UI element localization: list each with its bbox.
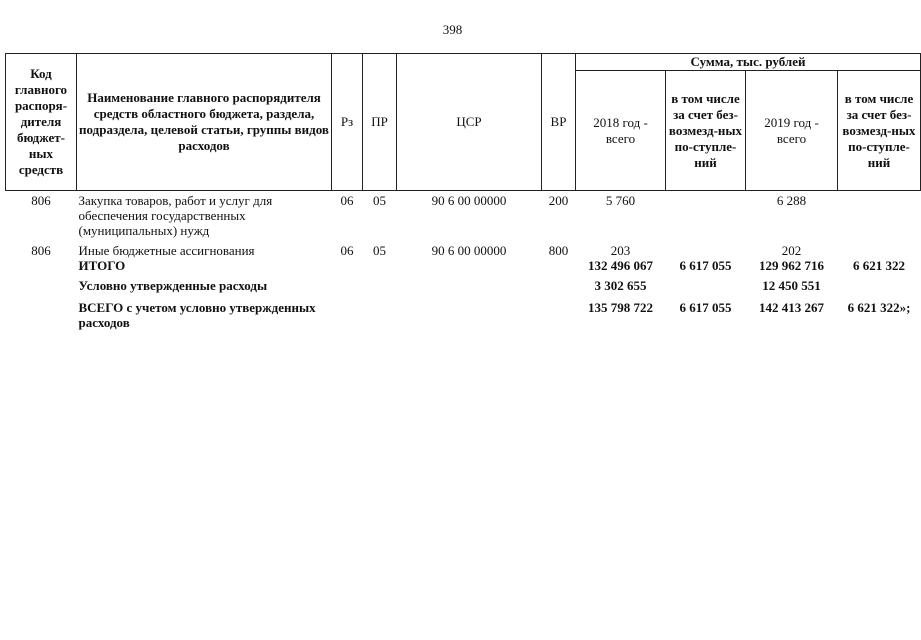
row-2018-gratuitous	[666, 191, 746, 243]
total-2019: 129 962 716	[759, 257, 824, 273]
row-2018-gratuitous	[666, 243, 746, 258]
row-pr: 05	[373, 193, 386, 208]
grand-total-name: ВСЕГО с учетом условно утвержденных расходов	[78, 299, 316, 330]
table-row	[6, 191, 921, 243]
total-2018: 132 496 067	[588, 257, 653, 273]
row-rz: 06	[340, 193, 354, 208]
header-code: Код главного распоря-дителя бюджет-ных средств	[6, 54, 77, 191]
total-name: ИТОГО	[78, 257, 126, 273]
grand-total-row	[6, 300, 921, 334]
total-2019-gratuitous: 6 621 322	[853, 257, 905, 273]
total-2018-gratuitous: 6 617 055	[679, 257, 732, 273]
row-name: Закупка товаров, работ и услуг для обеспечения государственных (муниципальных) нужд	[78, 193, 273, 238]
conditional-2018: 3 302 655	[594, 277, 647, 293]
grand-total-2018: 135 798 722	[588, 299, 653, 315]
conditional-name: Условно утвержденные расходы	[78, 277, 268, 293]
grand-total-2018-gratuitous: 6 617 055	[679, 299, 732, 315]
header-csr: ЦСР	[397, 54, 542, 191]
row-vr: 200	[548, 193, 569, 208]
row-code: 806	[31, 242, 51, 258]
row-csr: 90 6 00 00000	[431, 193, 507, 208]
row-2019-gratuitous	[838, 243, 921, 258]
header-2019-total: 2019 год - всего	[746, 71, 838, 191]
conditional-row	[6, 278, 921, 300]
conditional-2019-gratuitous	[838, 278, 921, 300]
header-rz: Рз	[332, 54, 363, 191]
header-2018-gratuitous: в том числе за счет без-возмезд-ных по-ступле-ний	[666, 71, 746, 191]
table-row	[6, 243, 921, 258]
row-2019-gratuitous	[838, 191, 921, 243]
grand-total-2019: 142 413 267	[759, 299, 824, 315]
total-row	[6, 258, 921, 278]
row-vr: 800	[548, 242, 569, 258]
row-2018-total: 5 760	[605, 193, 636, 208]
row-rz: 06	[340, 242, 354, 258]
page-number: 398	[442, 22, 463, 37]
header-sum: Сумма, тыс. рублей	[576, 54, 921, 71]
conditional-2018-gratuitous	[666, 278, 746, 300]
header-2019-gratuitous: в том числе за счет без-возмезд-ных по-ступле-ний	[838, 71, 921, 191]
row-code: 806	[31, 193, 51, 208]
row-csr: 90 6 00 00000	[431, 242, 507, 258]
row-pr: 05	[373, 242, 386, 258]
conditional-2019: 12 450 551	[762, 277, 821, 293]
header-name: Наименование главного распорядителя средств областного бюджета, раздела, подраздела, целевой статьи, группы видов расходов	[77, 54, 332, 191]
grand-total-2019-gratuitous: 6 621 322»;	[847, 299, 911, 315]
row-2019-total: 202	[781, 242, 802, 258]
row-2019-total: 6 288	[776, 193, 807, 208]
header-vr: ВР	[542, 54, 576, 191]
row-name: Иные бюджетные ассигнования	[78, 242, 255, 258]
budget-table	[5, 53, 921, 334]
header-2018-total: 2018 год - всего	[576, 71, 666, 191]
row-2018-total: 203	[610, 242, 631, 258]
header-pr: ПР	[363, 54, 397, 191]
